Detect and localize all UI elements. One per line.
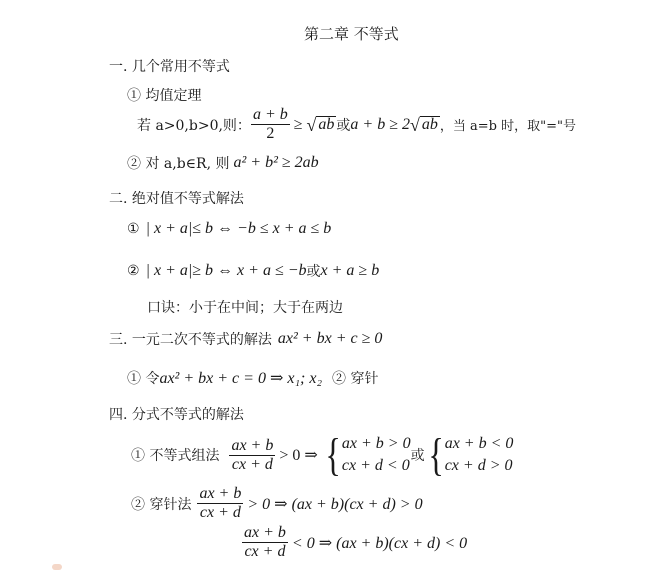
system-fraction-num: ax + b [231, 436, 274, 454]
section-3-heading-expr: ax² + bx + c ≥ 0 [277, 330, 383, 347]
radical-sign-2: √ [409, 114, 420, 135]
sqrt-ab [307, 116, 337, 134]
sqrt-ab-2 [410, 116, 440, 134]
needle-fraction [197, 485, 243, 522]
or-text: 或 [336, 117, 351, 134]
abs-ge-expr-b: x + a ≥ b [320, 262, 380, 279]
needle-fraction-den: cx + d [197, 503, 243, 522]
ge-symbol: ≥ [293, 115, 303, 133]
abs-le-rule [127, 220, 331, 238]
system-1-lines [342, 433, 411, 476]
mnemonic: 口诀：小于在中间；大于在两边 [147, 300, 343, 316]
system-method-label: ① 不等式组法 [131, 448, 220, 464]
needle-lt-fraction-den: cx + d [242, 542, 288, 561]
scan-mark [52, 564, 62, 570]
section-3-heading-row [109, 329, 382, 349]
system-2-line-2: cx + d > 0 [444, 457, 513, 474]
system-2 [425, 429, 514, 480]
square-inequality-expr: a² + b² ≥ 2ab [233, 154, 319, 171]
radicand-2: ab [421, 115, 438, 133]
abs-le-label: ① [127, 221, 140, 237]
system-1-line-2: cx + d < 0 [341, 457, 410, 474]
brace-2: { [427, 429, 444, 480]
needle-lt-fraction-num: ax + b [244, 524, 286, 541]
system-or: 或 [410, 448, 425, 464]
square-inequality [127, 153, 319, 173]
system-2-lines [445, 433, 514, 476]
mean-expr-2: a + b ≥ 2 [350, 115, 410, 133]
needle-method-label: ② 穿针法 [131, 496, 192, 513]
square-inequality-label: ② 对 a,b∈R, 则 [127, 156, 230, 172]
needle-method [131, 485, 423, 522]
fraction-a-plus-b-over-2 [251, 106, 290, 143]
section-4-heading: 四. 分式不等式的解法 [109, 407, 244, 423]
needle-lt-fraction [242, 524, 288, 561]
abs-ge-expr-a: | x + a|≥ b ⇔ x + a ≤ −b [145, 262, 307, 279]
radical-sign: √ [306, 114, 317, 135]
radicand: ab [318, 115, 335, 133]
fraction-numerator: a + b [252, 106, 288, 123]
brace-1: { [325, 429, 341, 480]
system-method [131, 429, 514, 480]
quadratic-steps [127, 368, 378, 388]
system-fraction [229, 437, 275, 474]
fraction-denominator: 2 [251, 124, 290, 143]
quadratic-step-1-expr: ax² + bx + c = 0 ⇒ x₁; x₂ [159, 370, 323, 387]
needle-method-lt [242, 524, 467, 561]
mean-theorem-suffix: ，当 a=b 时，取"="号 [439, 119, 576, 134]
section-2-heading: 二. 绝对值不等式解法 [109, 191, 244, 207]
system-fraction-den: cx + d [229, 455, 275, 474]
mean-theorem-prefix: 若 a>0,b>0,则： [137, 117, 251, 134]
needle-lt-rhs: < 0 ⇒ (ax + b)(cx + d) < 0 [291, 534, 468, 552]
mean-theorem-label: ① 均值定理 [127, 88, 202, 104]
system-2-line-1: ax + b < 0 [444, 435, 514, 453]
needle-fraction-num: ax + b [199, 485, 242, 502]
system-1-line-1: ax + b > 0 [341, 435, 411, 453]
page-title: 第二章 不等式 [304, 25, 399, 43]
abs-ge-rule [127, 261, 379, 281]
system-1 [322, 429, 411, 480]
section-1-heading: 一. 几个常用不等式 [109, 59, 230, 75]
system-implies: > 0 ⇒ [279, 447, 318, 464]
quadratic-step-1-label: ① 令 [127, 371, 160, 387]
abs-ge-or: 或 [306, 264, 321, 280]
abs-ge-label: ② [127, 263, 140, 279]
section-3-heading: 三. 一元二次不等式的解法 [109, 332, 272, 348]
mean-theorem-formula [137, 106, 576, 143]
quadratic-step-2: ② 穿针 [332, 371, 379, 387]
needle-rhs: > 0 ⇒ (ax + b)(cx + d) > 0 [247, 495, 423, 513]
abs-le-expr: | x + a|≤ b ⇔ −b ≤ x + a ≤ b [145, 220, 332, 237]
